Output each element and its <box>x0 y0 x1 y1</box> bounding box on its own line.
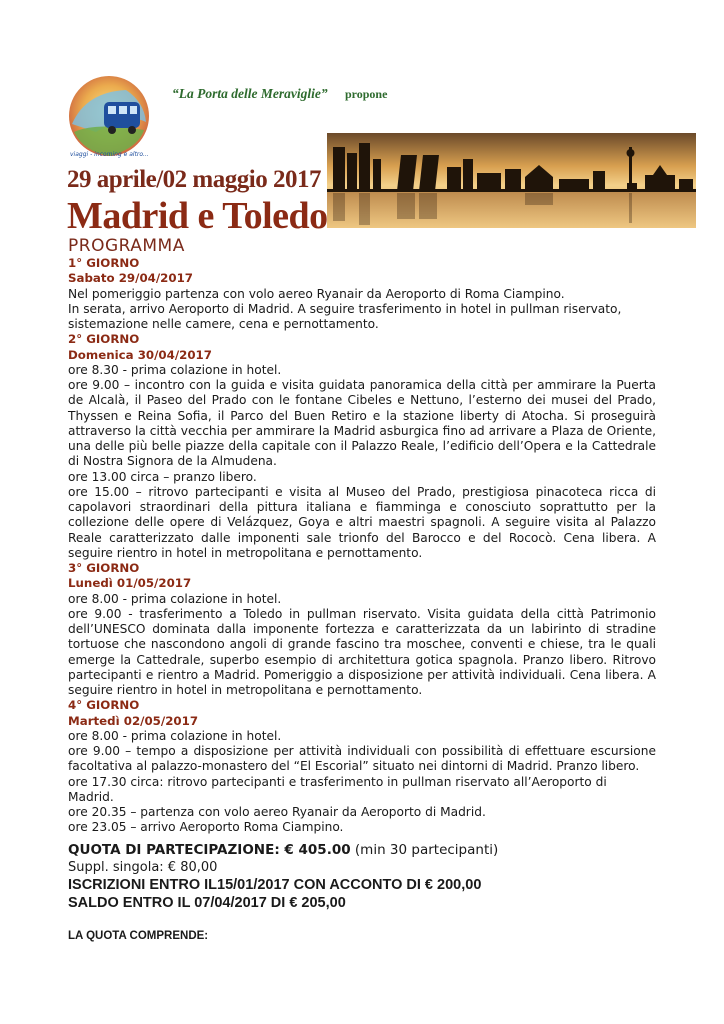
trip-title: Madrid e Toledo <box>67 195 328 237</box>
pricing-section <box>68 842 658 912</box>
logo <box>66 72 152 164</box>
quota-line <box>68 842 658 859</box>
header-tagline <box>172 86 387 102</box>
day-date: Domenica 30/04/2017 <box>68 347 212 362</box>
day-heading: 4° GIORNO <box>68 698 140 713</box>
itinerary-line: ore 13.00 circa – pranzo libero. <box>68 469 257 484</box>
day-date: Sabato 29/04/2017 <box>68 271 193 286</box>
day-date: Lunedì 01/05/2017 <box>68 576 192 591</box>
agency-name: “La Porta delle Meraviglie” <box>172 86 328 101</box>
logo-tagline: viaggi - incoming e altro... <box>70 151 149 158</box>
itinerary <box>68 256 656 836</box>
itinerary-line: ore 8.30 - prima colazione in hotel. <box>68 362 282 377</box>
day-heading: 1° GIORNO <box>68 256 140 270</box>
itinerary-line: Nel pomeriggio partenza con volo aereo Ryanair da Aeroporto di Roma Ciampino. <box>68 286 565 301</box>
itinerary-line: ore 20.35 – partenza con volo aereo Ryanair da Aeroporto di Madrid. <box>68 805 486 819</box>
quota-comprende-heading: LA QUOTA COMPRENDE: <box>68 930 209 942</box>
day-heading: 2° GIORNO <box>68 332 140 347</box>
itinerary-line: ore 8.00 - prima colazione in hotel. <box>68 591 282 606</box>
madrid-skyline-banner <box>327 133 696 228</box>
quota-label: QUOTA DI PARTECIPAZIONE: € 405.00 <box>68 842 351 858</box>
propone-label: propone <box>344 87 388 101</box>
day-heading: 3° GIORNO <box>68 561 140 575</box>
iscrizioni-line: ISCRIZIONI ENTRO IL15/01/2017 CON ACCONTO DI € 200,00 <box>68 877 482 893</box>
itinerary-line: ore 9.00 – tempo a disposizione per attività individuali con possibilità di effettuare escursione facoltativa al palazzo-monastero del “El Escorial” situato nei dintorni di Madrid. Pranzo libero. <box>68 744 656 774</box>
saldo-line: SALDO ENTRO IL 07/04/2017 DI € 205,00 <box>68 895 346 911</box>
itinerary-line: ore 23.05 – arrivo Aeroporto Roma Ciampino. <box>68 820 344 835</box>
quota-note: (min 30 partecipanti) <box>354 842 499 858</box>
itinerary-line: ore 8.00 - prima colazione in hotel. <box>68 728 282 743</box>
itinerary-line: ore 15.00 – ritrovo partecipanti e visita al Museo del Prado, prestigiosa pinacoteca ricca di capolavori straordinari della pittura italiana e fiamminga e conosciuto soprattutto per la collezione delle opere di Velázquez, Goya e altri maestri spagnoli. A seguire visita al Palazzo Reale caratterizzato dalle imponenti sale trionfo del Barocco e del Rococò. Cena libera. A seguire rientro in hotel in metropolitana e pernottamento. <box>68 484 656 560</box>
programma-heading: PROGRAMMA <box>68 236 185 256</box>
day-date: Martedì 02/05/2017 <box>68 713 199 728</box>
itinerary-line: In serata, arrivo Aeroporto di Madrid. A seguire trasferimento in hotel in pullman riservato, sistemazione nelle camere, cena e pernottamento. <box>68 301 622 331</box>
itinerary-line: ore 9.00 – incontro con la guida e visita guidata panoramica della città per ammirare la Puerta de Alcalà, il Paseo del Prado con le fontane Cibeles e Nettuno, l’esterno dei musei del Prado, Thyssen e Reina Sofia, il Parco del Buen Retiro e la stazione liberty di Atocha. Si proseguirà attraverso la città vecchia per ammirare la Madrid asburgica fino ad arrivare a Plaza de Oriente, una delle più belle piazze della capitale con il Palazzo Reale, l’edificio dell’Opera e la Cattedrale di Nostra Signora de la Almudena. <box>68 378 656 469</box>
trip-dates: 29 aprile/02 maggio 2017 <box>67 166 321 193</box>
itinerary-line: ore 9.00 - trasferimento a Toledo in pullman riservato. Visita guidata della città Patrimonio dell’UNESCO dominata dalla imponente fortezza e caratterizzata da un labirinto di stradine tortuose che nascondono angoli di grande fascino tra moschee, conventi e chiese, tra le quali emerge la Cattedrale, superbo esempio di architettura gotica spagnola. Pranzo libero. Ritrovo partecipanti e rientro a Madrid. Pomeriggio a disposizione per attività individuali. Cena libera. A seguire rientro in hotel in metropolitana e pernottamento. <box>68 606 656 697</box>
suppl-singola: Suppl. singola: € 80,00 <box>68 860 218 875</box>
itinerary-line: ore 17.30 circa: ritrovo partecipanti e trasferimento in pullman riservato all’Aeroporto di Madrid. <box>68 774 607 804</box>
